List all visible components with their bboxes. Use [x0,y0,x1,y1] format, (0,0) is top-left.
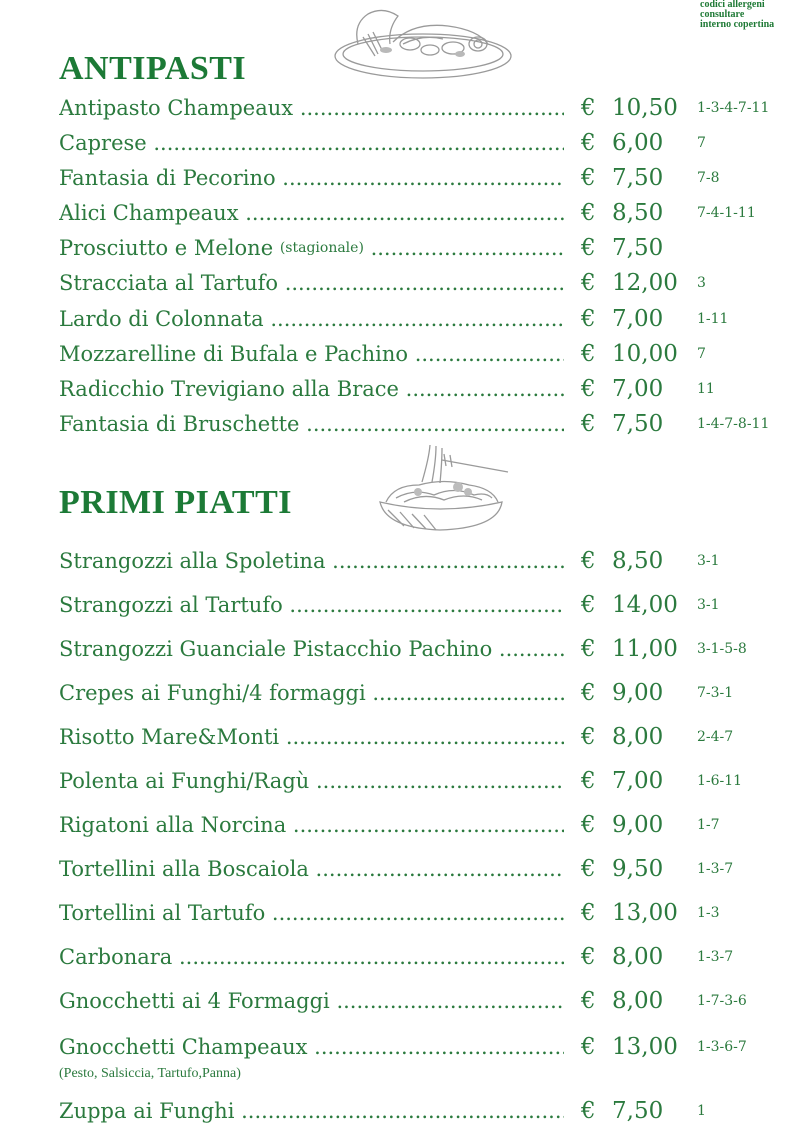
seasonal-note: (stagionale) [279,240,364,256]
menu-item [59,678,800,708]
item-allergens: 7 [697,346,706,362]
item-price: 10,50 [612,95,678,121]
item-allergens: 1-4-7-8-11 [697,416,770,432]
item-price: 7,50 [612,235,664,261]
menu-item [59,986,800,1016]
currency-symbol: € [581,235,596,261]
item-price: 13,00 [612,900,678,926]
item-name: Strangozzi alla Spoletina ..... [59,546,564,576]
item-price: 10,00 [612,341,678,367]
item-allergens: 1-7-3-6 [697,993,747,1009]
currency-symbol: € [581,812,596,838]
item-allergens: 3-1-5-8 [697,641,747,657]
currency-symbol: € [581,768,596,794]
currency-symbol: € [581,306,596,332]
item-name: Gnocchetti ai 4 Formaggi ..... [59,986,564,1016]
menu-item [59,590,800,620]
item-name: Stracciata al Tartufo ..... [59,268,564,298]
menu-item [59,93,800,123]
item-price: 7,50 [612,411,664,437]
item-price: 13,00 [612,1034,678,1060]
item-allergens: 3 [697,275,706,291]
item-name: Antipasto Champeaux ..... [59,93,564,123]
item-description: (Pesto, Salsiccia, Tartufo,Panna) [59,1066,241,1081]
item-price: 7,00 [612,768,664,794]
item-price: 8,00 [612,724,664,750]
currency-symbol: € [581,856,596,882]
item-allergens: 1-7 [697,817,720,833]
item-name-text: Prosciutto e Melone [59,236,274,260]
item-price: 8,00 [612,988,664,1014]
allergen-note-line: consultare [700,9,745,20]
currency-symbol: € [581,636,596,662]
item-allergens: 2-4-7 [697,729,734,745]
item-name: Strangozzi al Tartufo ..... [59,590,564,620]
item-allergens: 3-1 [697,597,720,613]
menu-item [59,198,800,228]
item-allergens: 1-3-7 [697,949,734,965]
currency-symbol: € [581,680,596,706]
currency-symbol: € [581,95,596,121]
item-allergens: 1-11 [697,311,729,327]
item-price: 14,00 [612,592,678,618]
item-name: Fantasia di Pecorino ..... [59,163,564,193]
item-price: 9,50 [612,856,664,882]
item-name: Fantasia di Bruschette ..... [59,409,564,439]
menu-item [59,304,800,334]
item-price: 7,50 [612,165,664,191]
item-name: Crepes ai Funghi/4 formaggi ..... [59,678,564,708]
item-name [59,233,564,263]
item-name: Risotto Mare&Monti ..... [59,722,564,752]
menu-item [59,233,800,263]
item-price: 7,00 [612,306,664,332]
menu-item [59,634,800,664]
currency-symbol: € [581,724,596,750]
currency-symbol: € [581,900,596,926]
item-name: Carbonara ..... [59,942,564,972]
menu-item [59,268,800,298]
currency-symbol: € [581,944,596,970]
item-name: Lardo di Colonnata ..... [59,304,564,334]
item-price: 6,00 [612,130,664,156]
currency-symbol: € [581,411,596,437]
item-allergens: 11 [697,381,715,397]
item-allergens: 1 [697,1103,706,1119]
currency-symbol: € [581,341,596,367]
currency-symbol: € [581,548,596,574]
menu-item [59,1032,800,1062]
item-price: 8,50 [612,200,664,226]
item-name: Polenta ai Funghi/Ragù ..... [59,766,564,796]
item-name: Mozzarelline di Bufala e Pachino ..... [59,339,564,369]
currency-symbol: € [581,200,596,226]
currency-symbol: € [581,270,596,296]
item-price: 7,50 [612,1098,664,1124]
item-name: Caprese ..... [59,128,564,158]
menu-item [59,942,800,972]
currency-symbol: € [581,592,596,618]
menu-item [59,766,800,796]
item-name: Tortellini al Tartufo ..... [59,898,564,928]
item-price: 8,00 [612,944,664,970]
item-allergens: 7-8 [697,170,720,186]
item-name: Tortellini alla Boscaiola ..... [59,854,564,884]
item-price: 9,00 [612,680,664,706]
currency-symbol: € [581,165,596,191]
item-allergens: 3-1 [697,553,720,569]
currency-symbol: € [581,1098,596,1124]
item-allergens: 1-3-6-7 [697,1039,747,1055]
allergen-note-line: interno copertina [700,19,775,30]
item-price: 8,50 [612,548,664,574]
section-title-primi-piatti: PRIMI PIATTI [59,484,292,521]
item-allergens: 1-3 [697,905,720,921]
item-name: Zuppa ai Funghi ..... [59,1096,564,1126]
item-price: 7,00 [612,376,664,402]
menu-item [59,409,800,439]
item-price: 11,00 [612,636,678,662]
menu-item [59,374,800,404]
menu-item [59,546,800,576]
menu-item [59,722,800,752]
menu-item [59,163,800,193]
item-name: Rigatoni alla Norcina ..... [59,810,564,840]
item-allergens: 1-3-4-7-11 [697,100,770,116]
bowl-of-spaghetti-icon [374,440,514,535]
item-name: Gnocchetti Champeaux ..... [59,1032,564,1062]
menu-item [59,339,800,369]
item-name: Strangozzi Guanciale Pistacchio Pachino ..... [59,634,564,664]
item-allergens: 1-6-11 [697,773,743,789]
item-allergens: 7-3-1 [697,685,734,701]
menu-item [59,1096,800,1126]
menu-item [59,854,800,884]
currency-symbol: € [581,988,596,1014]
item-allergens: 7-4-1-11 [697,205,756,221]
item-name: Alici Champeaux ..... [59,198,564,228]
plate-of-appetizers-icon [328,4,518,84]
item-allergens: 7 [697,135,706,151]
menu-item [59,810,800,840]
allergen-note-line: codici allergeni [700,0,765,10]
item-price: 9,00 [612,812,664,838]
currency-symbol: € [581,376,596,402]
allergen-note [700,0,800,30]
item-allergens: 1-3-7 [697,861,734,877]
section-title-antipasti: ANTIPASTI [59,50,247,87]
menu-item [59,898,800,928]
item-price: 12,00 [612,270,678,296]
currency-symbol: € [581,1034,596,1060]
currency-symbol: € [581,130,596,156]
menu-item [59,128,800,158]
item-name: Radicchio Trevigiano alla Brace ..... [59,374,564,404]
